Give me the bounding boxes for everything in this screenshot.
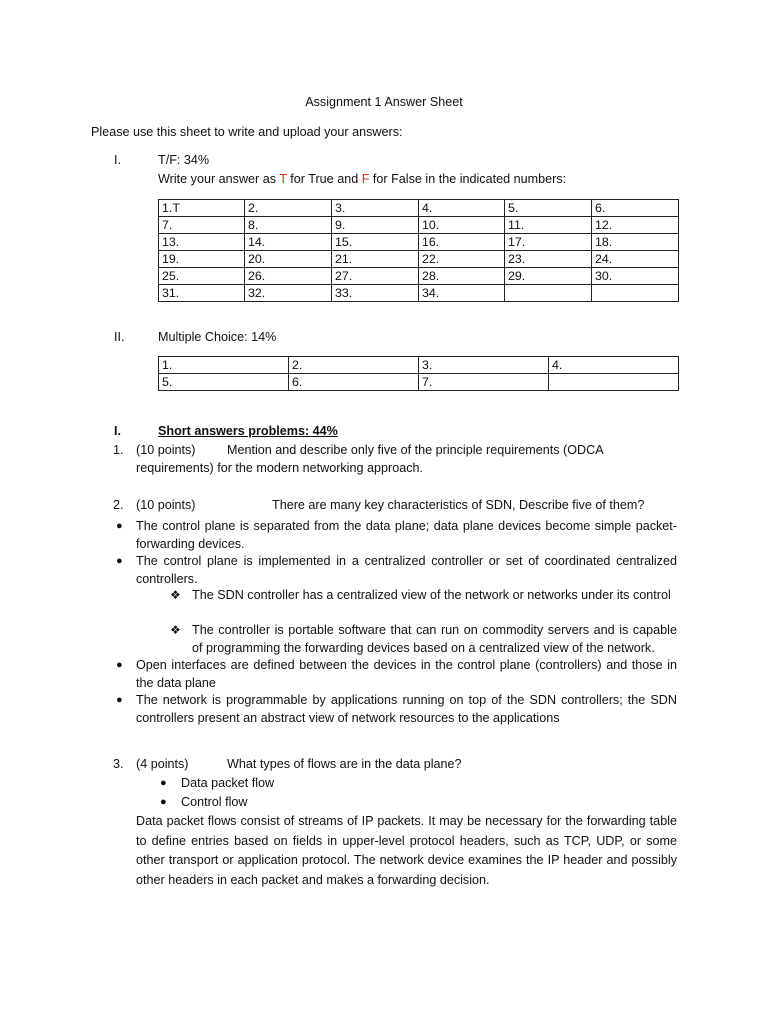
tf-table-cell: 20. [245, 251, 332, 268]
page-title: Assignment 1 Answer Sheet [305, 95, 463, 109]
tf-table-cell: 3. [332, 200, 419, 217]
tf-table-cell: 14. [245, 234, 332, 251]
mc-table-cell [549, 374, 679, 391]
tf-table-cell: 19. [159, 251, 245, 268]
q2-bullet-1: The control plane is separated from the data plane; data plane devices become simple packet-forwarding devices. [136, 519, 677, 551]
q2-points: (10 points) [136, 498, 196, 512]
tf-table-cell: 31. [159, 285, 245, 302]
section1-heading: T/F: 34% [158, 153, 210, 167]
diamond-bullet-icon: ❖ [170, 588, 181, 602]
bullet-icon: ● [116, 659, 123, 671]
tf-table-cell: 34. [419, 285, 505, 302]
q2-sub-bullet-1: The SDN controller has a centralized view of the network or networks under its control [192, 588, 671, 602]
mc-table-row [159, 374, 679, 391]
q3-paragraph: Data packet flows consist of streams of IP packets. It may be necessary for the forwarding table to define entries based on fields in upper-level protocol headers, such as TCP, UDP, or some other transport or application protocol. The network device examines the IP header and possibly other headers in each packet and makes a forwarding decision. [136, 814, 677, 887]
q2-sub-bullet-2: The controller is portable software that can run on commodity servers and is capable of programming the forwarding devices based on a centralized view of the network. [192, 623, 677, 655]
mc-table-cell: 3. [419, 357, 549, 374]
tf-table-cell: 18. [592, 234, 679, 251]
tf-table-cell: 29. [505, 268, 592, 285]
q2-bullet-3: Open interfaces are defined between the devices in the control plane (controllers) and those in the data plane [136, 658, 677, 690]
tf-table-cell [592, 285, 679, 302]
mc-table-cell: 4. [549, 357, 679, 374]
tf-table-cell: 27. [332, 268, 419, 285]
tf-table-cell: 22. [419, 251, 505, 268]
tf-table-cell: 9. [332, 217, 419, 234]
tf-table-cell: 17. [505, 234, 592, 251]
mc-table-cell: 1. [159, 357, 289, 374]
instruction-mid: for True and [286, 172, 362, 186]
tf-table-cell: 26. [245, 268, 332, 285]
q3-bullet-1: Data packet flow [181, 776, 275, 790]
section2-heading: Multiple Choice: 14% [158, 330, 277, 344]
tf-table-cell: 4. [419, 200, 505, 217]
tf-table-cell: 25. [159, 268, 245, 285]
instruction-post: for False in the indicated numbers: [369, 172, 567, 186]
mc-table-cell: 5. [159, 374, 289, 391]
tf-table-cell: 30. [592, 268, 679, 285]
tf-table-cell: 12. [592, 217, 679, 234]
tf-table-cell: 24. [592, 251, 679, 268]
tf-table-cell: 1.T [159, 200, 245, 217]
tf-answer-table [158, 199, 679, 302]
mc-table-cell: 2. [289, 357, 419, 374]
mc-answer-table [158, 356, 679, 391]
mc-table-row [159, 357, 679, 374]
tf-table-row [159, 234, 679, 251]
tf-table-row [159, 251, 679, 268]
q1-text-line2: requirements) for the modern networking approach. [136, 461, 424, 475]
q3-text: What types of flows are in the data plane? [227, 757, 462, 771]
q2-bullet-4: The network is programmable by applications running on top of the SDN controllers; the SDN controllers present an abstract view of network resources to the applications [136, 693, 677, 725]
q2-number: 2. [113, 498, 124, 512]
bullet-icon: ● [116, 520, 123, 532]
mc-table-cell: 7. [419, 374, 549, 391]
q1-number: 1. [113, 443, 124, 457]
section1-numeral: I. [114, 153, 121, 167]
tf-table-cell: 32. [245, 285, 332, 302]
tf-table-cell: 7. [159, 217, 245, 234]
bullet-icon: ● [116, 694, 123, 706]
true-letter: T [279, 172, 287, 186]
section1-instruction [158, 170, 566, 188]
tf-table-cell: 11. [505, 217, 592, 234]
q3-points: (4 points) [136, 757, 189, 771]
section3-heading-text: Short answers problems: 44% [158, 424, 338, 438]
q3-bullet-2: Control flow [181, 795, 248, 809]
intro-text: Please use this sheet to write and upload your answers: [91, 125, 403, 139]
bullet-icon: ● [160, 777, 167, 789]
tf-table-cell [505, 285, 592, 302]
tf-table-cell: 33. [332, 285, 419, 302]
false-letter: F [361, 172, 370, 186]
section3-numeral: I. [114, 424, 121, 438]
q2-text: There are many key characteristics of SDN, Describe five of them? [272, 498, 645, 512]
diamond-bullet-icon: ❖ [170, 623, 181, 637]
q1-points: (10 points) [136, 443, 196, 457]
tf-table-cell: 5. [505, 200, 592, 217]
tf-table-row [159, 268, 679, 285]
mc-table-cell: 6. [289, 374, 419, 391]
tf-table-cell: 21. [332, 251, 419, 268]
q3-number: 3. [113, 757, 124, 771]
tf-table-cell: 16. [419, 234, 505, 251]
bullet-icon: ● [160, 796, 167, 808]
bullet-icon: ● [116, 555, 123, 567]
section2-numeral: II. [114, 330, 125, 344]
tf-table-cell: 15. [332, 234, 419, 251]
tf-table-cell: 8. [245, 217, 332, 234]
tf-table-row [159, 285, 679, 302]
tf-table-cell: 23. [505, 251, 592, 268]
tf-table-cell: 13. [159, 234, 245, 251]
tf-table-cell: 6. [592, 200, 679, 217]
instruction-pre: Write your answer as [158, 172, 280, 186]
tf-table-row [159, 200, 679, 217]
tf-table-cell: 2. [245, 200, 332, 217]
tf-table-cell: 10. [419, 217, 505, 234]
q2-bullet-2: The control plane is implemented in a centralized controller or set of coordinated centralized controllers. [136, 554, 677, 586]
q1-text-line1: Mention and describe only five of the principle requirements (ODCA [227, 443, 604, 457]
tf-table-cell: 28. [419, 268, 505, 285]
section3-heading [158, 422, 338, 440]
tf-table-row [159, 217, 679, 234]
